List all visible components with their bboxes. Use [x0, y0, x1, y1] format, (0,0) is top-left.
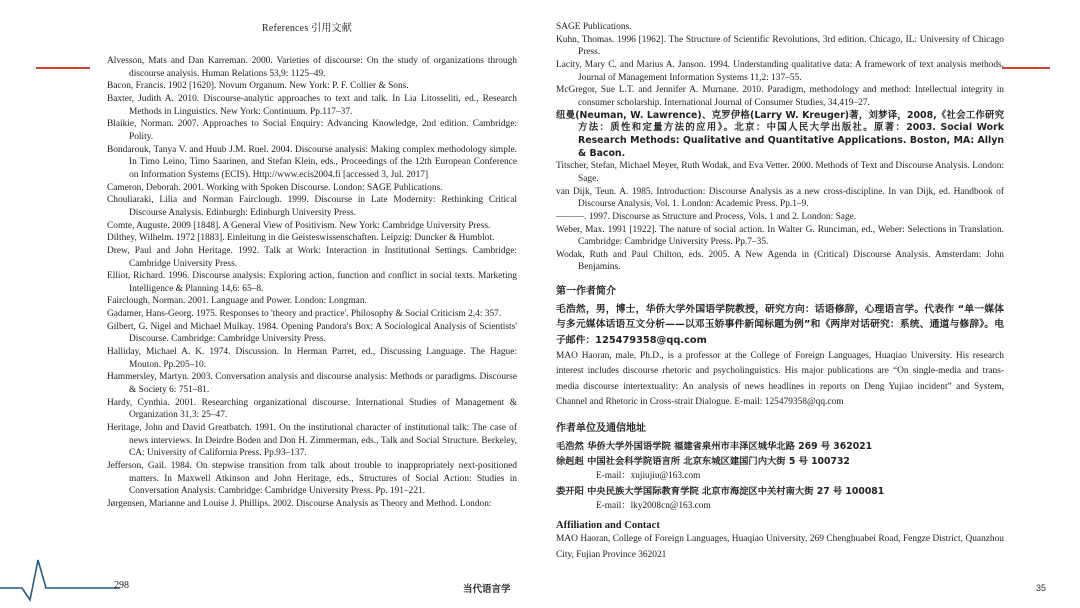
reference-entry: Hammersley, Martyn. 2003. Conversation analysis and discourse analysis: Methods or paradigms. Discourse & Society 6: 751–81. — [107, 372, 517, 396]
wave-decoration-icon — [0, 548, 120, 608]
reference-entry: Gilbert, G. Nigel and Michael Mulkay. 1984. Opening Pandora's Box: A Sociological Analysis of Scientists' Discourse. Cambridge: Cambridge University Press. — [107, 321, 517, 345]
reference-entry: McGregor, Sue L.T. and Jennifer A. Murnane. 2010. Paradigm, methodology and method: Intellectual integrity in consumer scholarship. International Journal of Consumer Studies, 34,419–27. — [556, 85, 1004, 108]
reference-entry: Elliot, Richard. 1996. Discourse analysis: Exploring action, function and conflict in social texts. Marketing Intelligence & Planning 14,6: 65–8. — [107, 271, 517, 294]
author-bio-chinese: 毛浩然，男，博士，华侨大学外国语学院教授，研究方向：话语修辞，心理语言学。代表作 “单一媒体与多元媒体话语互文分析——以邓玉娇事件新闻标题为例”和《两岸对话研究：系统、通道与修辞》。电子邮件：125479358@qq.com — [556, 303, 1004, 346]
reference-entry: Hardy, Cynthia. 2001. Researching organizational discourse. International Studies of Management & Organization 31,3: 25–47. — [107, 397, 517, 421]
reference-entry: Jefferson, Gail. 1984. On stepwise transition from talk about trouble to inappropriately next-positioned matters. In Maxwell Atkinson and John Heritage, eds., Structures of Social Action: Studies in Conversation Analysis. Cambridge: Cambridge University Press. Pp. 191–221. — [107, 461, 517, 497]
first-author-heading: 第一作者简介 — [556, 286, 616, 298]
reference-entry: ———. 1997. Discourse as Structure and Process, Vols. 1 and 2. London: Sage. — [556, 211, 857, 222]
journal-name: 当代语言学 — [463, 584, 511, 595]
reference-entry: Dilthey, Wilhelm. 1972 [1883]. Einleitung in die Geisteswissenschaften. Leipzig: Duncker & Humblot. — [107, 233, 495, 244]
contact-heading: 作者单位及通信地址 — [556, 422, 646, 434]
affiliation-heading: Affiliation and Contact — [556, 519, 660, 531]
reference-entry: Titscher, Stefan, Michael Meyer, Ruth Wodak, and Eva Vetter. 2000. Methods of Text and Discourse Analysis. London: Sage. — [556, 161, 1004, 184]
reference-entry: Gadamer, Hans-Georg. 1975. Responses to 'theory and practice'. Philosophy & Social Criticism 2,4: 357. — [107, 309, 502, 320]
reference-entry: Fairclough, Norman. 2001. Language and Power. London: Longman. — [107, 296, 367, 307]
reference-entry: Alvesson, Mats and Dan Karreman. 2000. Varieties of discourse: On the study of organizations through discourse analysis. Human Relations 53,9: 1125–49. — [107, 56, 517, 79]
reference-entry: van Dijk, Teun. A. 1985. Introduction: Discourse Analysis as a new cross-discipline. In van Dijk, ed. Handbook of Discourse Analysis, Vol. 1. London: Academic Press. Pp.1–9. — [556, 186, 1004, 210]
reference-entry: Blaikie, Norman. 2007. Approaches to Social Enquiry: Advancing Knowledge, 2nd edition. Cambridge: Polity. — [107, 119, 517, 142]
reference-list-right — [556, 21, 1004, 563]
reference-entry: SAGE Publications. — [556, 22, 632, 32]
reference-entry: Lacity, Mary C. and Marius A. Janson. 1994. Understanding qualitative data: A framework of text analysis methods. Journal of Management Information Systems 11,2: 137–55. — [556, 59, 1004, 83]
reference-entry: Drew, Paul and John Heritage. 1992. Talk at Work: Interaction in Institutional Settings. Cambridge: Cambridge University Press. — [107, 245, 517, 269]
reference-entry: Heritage, John and David Greatbatch. 1991. On the institutional character of institutional talk: The case of news interviews. In Deirdre Boden and Don H. Zimmerman, eds., Talk and Social Structure. Berkeley, CA: University of California Press. Pp.93–137. — [107, 423, 517, 459]
affiliation-text: MAO Haoran, College of Foreign Languages, Huaqiao University, 269 Chenghuabei Road, Fengze District, Quanzhou City, Fujian Province 362021 — [556, 534, 1004, 560]
page-number-left: 298 — [114, 580, 129, 591]
contact-email: E-mail：lky2008cn@163.com — [596, 500, 711, 511]
reference-entry: Comte, Auguste. 2009 [1848]. A General View of Positivism. New York: Cambridge University Press. — [107, 220, 491, 231]
contact-email: E-mail：xujiujiu@163.com — [596, 470, 701, 481]
right-page — [540, 0, 1080, 608]
accent-line-right — [1002, 67, 1050, 69]
accent-line-left — [36, 67, 90, 69]
reference-entry: Bondarouk, Tanya V. and Huub J.M. Ruel. 2004. Discourse analysis: Making complex methodology simple. In Timo Leino, Timo Saarinen, and Stefan Klein, eds., Proceedings of the 12th European Conference on Information Systems (ECIS). Http://www.ecis2004.fi [accessed 3, Jul. 2017] — [107, 144, 517, 180]
author-bio-english: MAO Haoran, male, Ph.D., is a professor at the College of Foreign Languages, Huaqiao University. His research interest includes discourse rhetoric and psycholinguistics. His major publications are “On single-media and trans-media discourse intertextuality: An analysis of news headlines in reports on Deng Yujiao incident” and System, Channel and Rhetoric in Cross-strait Dialogue. E-mail: 125479358@qq.com — [556, 350, 1004, 408]
page-number-right: 35 — [1036, 583, 1047, 593]
reference-entry: Weber, Max. 1991 [1922]. The nature of social action. In Walter G. Runciman, ed., Weber: Selections in Translation. Cambridge: Cambridge University Press. Pp.7–35. — [556, 224, 1004, 248]
reference-entry: Chouliaraki, Lilia and Norman Fairclough. 1999. Discourse in Late Modernity: Rethinking Critical Discourse Analysis. Edinburgh: Edinburgh University Press. — [107, 195, 517, 218]
contact-address: 徐赳赳 中国社会科学院语言所 北京东城区建国门内大街 5 号 100732 — [556, 455, 850, 467]
reference-entry: Wodak, Ruth and Paul Chilton, eds. 2005. A New Agenda in (Critical) Discourse Analysis. Amsterdam: John Benjamins. — [556, 249, 1004, 273]
reference-entry-chinese: 纽曼(Neuman, W. Lawrence)、克罗伊格(Larry W. Kreuger)著，刘梦译，2008,《社会工作研究方法：质性和定量方法的应用》。北京：中国人民大学出版社。原著：2003. Social Work Research Methods: Qualitative and Quantitative Applications. Boston, MA: Allyn & Bacon. — [556, 109, 1004, 159]
reference-entry: Baxter, Judith A. 2010. Discourse-analytic approaches to text and talk. In Lia Litosseliti, ed., Research Methods in Linguistics. New York: Continuum. Pp.117–37. — [107, 93, 517, 117]
reference-entry: Kuhn, Thomas. 1996 [1962]. The Structure of Scientific Revolutions, 3rd edition. Chicago, IL: University of Chicago Press. — [556, 34, 1004, 58]
contact-list — [556, 439, 1004, 514]
contact-address: 毛浩然 华侨大学外国语学院 福建省泉州市丰泽区城华北路 269 号 362021 — [556, 440, 873, 452]
reference-list-left — [107, 55, 517, 511]
reference-entry: Jørgensen, Marianne and Louise J. Phillips. 2002. Discourse Analysis as Theory and Method. London: — [107, 498, 492, 509]
reference-entry: Halliday, Michael A. K. 1974. Discussion. In Herman Parret, ed., Discussing Language. The Hague: Mouton. Pp.205–10. — [107, 347, 517, 370]
contact-address: 娄开阳 中央民族大学国际教育学院 北京市海淀区中关村南大街 27 号 100081 — [556, 485, 885, 497]
reference-entry: Bacon, Francis. 1902 [1620]. Novum Organum. New York: P. F. Collier & Sons. — [107, 81, 409, 92]
reference-entry: Cameron, Deborah. 2001. Working with Spoken Discourse. London: SAGE Publications. — [107, 182, 443, 193]
running-head: References 引用文献 — [262, 23, 352, 34]
